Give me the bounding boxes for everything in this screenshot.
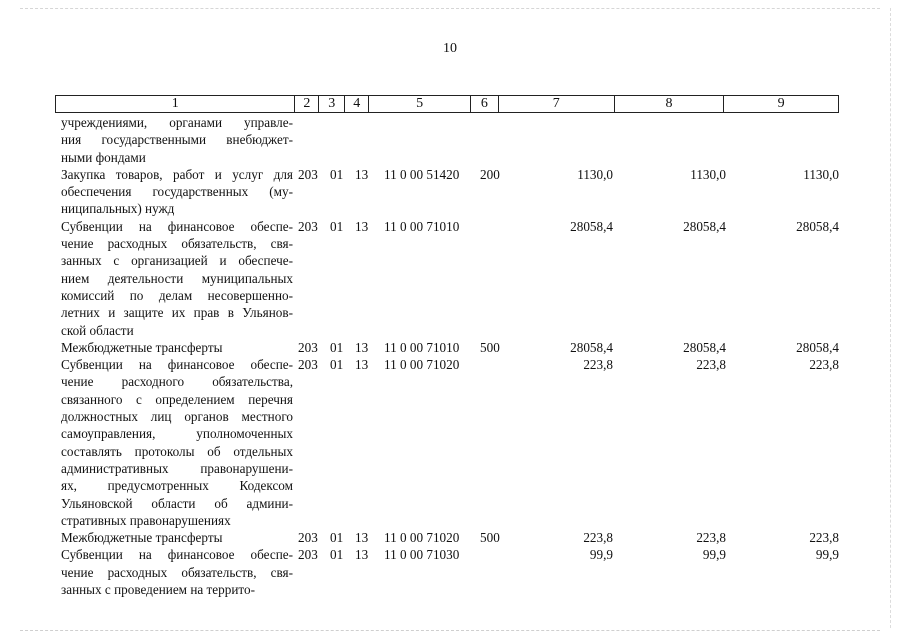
cell-amount-3: 223,8 (809, 530, 839, 546)
description-line: Ульяновской области об админи- (61, 495, 293, 511)
description-line: должностных лиц органов местного (61, 409, 293, 425)
row-description (61, 166, 293, 218)
description-line: Субвенции на финансовое обеспе- (61, 547, 293, 563)
cell-section: 01 (330, 339, 344, 355)
table-row (0, 546, 905, 598)
cell-amount-2: 1130,0 (690, 166, 726, 182)
table-row (0, 166, 905, 218)
cell-section: 01 (330, 547, 344, 563)
cell-amount-1: 223,8 (583, 530, 613, 546)
description-line: ях, предусмотренных Кодексом (61, 478, 293, 494)
row-description (61, 114, 293, 166)
table-row (0, 529, 905, 546)
header-col-4: 4 (345, 96, 369, 112)
cell-subsection: 13 (355, 530, 369, 546)
cell-amount-2: 223,8 (696, 357, 726, 373)
cell-amount-3: 223,8 (809, 357, 839, 373)
cell-grbs: 203 (298, 339, 318, 355)
description-line: стративных правонарушениях (61, 512, 231, 528)
cell-expense-type: 500 (480, 339, 500, 355)
cell-subsection: 13 (355, 339, 369, 355)
cell-amount-3: 28058,4 (796, 218, 839, 234)
cell-amount-1: 223,8 (583, 357, 613, 373)
cell-amount-1: 1130,0 (577, 166, 613, 182)
description-line: нием деятельности муниципальных (61, 270, 293, 286)
scan-edge-bottom (20, 630, 880, 631)
cell-amount-2: 99,9 (702, 547, 726, 563)
description-line: летних и защите их прав в Ульянов- (61, 305, 293, 321)
description-line: Субвенции на финансовое обеспе- (61, 218, 293, 234)
description-line: ниципальных) нужд (61, 201, 175, 217)
row-description (61, 356, 293, 529)
description-line: Закупка товаров, работ и услуг для (61, 166, 293, 182)
cell-grbs: 203 (298, 530, 318, 546)
cell-grbs: 203 (298, 357, 318, 373)
cell-grbs: 203 (298, 547, 318, 563)
header-col-8: 8 (615, 96, 725, 112)
description-line: учреждениями, органами управле- (61, 115, 293, 130)
cell-section: 01 (330, 357, 344, 373)
cell-grbs: 203 (298, 218, 318, 234)
cell-amount-1: 28058,4 (570, 218, 613, 234)
table-body (0, 114, 905, 598)
row-description (61, 339, 293, 356)
cell-expense-type: 500 (480, 530, 500, 546)
cell-amount-1: 28058,4 (570, 339, 613, 355)
description-line: занных с организацией и обеспече- (61, 253, 293, 269)
table-row (0, 218, 905, 339)
description-line: административных правонарушени- (61, 460, 293, 476)
cell-grbs: 203 (298, 166, 318, 182)
cell-section: 01 (330, 166, 344, 182)
description-line: составлять протоколы об отдельных (61, 443, 293, 459)
header-col-5: 5 (369, 96, 471, 112)
cell-subsection: 13 (355, 218, 369, 234)
table-header (55, 95, 839, 113)
row-description (61, 218, 293, 339)
description-line: занных с проведением на террито- (61, 582, 255, 598)
cell-amount-2: 223,8 (696, 530, 726, 546)
cell-amount-2: 28058,4 (683, 218, 726, 234)
cell-target-article: 11 0 00 71010 (384, 339, 460, 355)
table-row (0, 356, 905, 529)
table-row (0, 114, 905, 166)
description-line: чение расходного обязательства, (61, 374, 293, 390)
description-line: Межбюджетные трансферты (61, 339, 223, 355)
description-line: Субвенции на финансовое обеспе- (61, 357, 293, 373)
header-col-9: 9 (777, 96, 785, 111)
description-line: ными фондами (61, 149, 146, 165)
header-col-2: 2 (295, 96, 319, 112)
cell-target-article: 11 0 00 71030 (384, 547, 460, 563)
row-description (61, 529, 293, 546)
cell-amount-2: 28058,4 (683, 339, 726, 355)
header-col-1: 1 (56, 96, 295, 112)
cell-subsection: 13 (355, 547, 369, 563)
cell-subsection: 13 (355, 166, 369, 182)
page-number: 10 (443, 41, 457, 56)
description-line: ской области (61, 322, 134, 338)
cell-amount-3: 99,9 (815, 547, 839, 563)
scan-edge-top (20, 8, 880, 9)
description-line: комиссий по делам несовершенно- (61, 287, 293, 303)
cell-target-article: 11 0 00 71010 (384, 218, 460, 234)
cell-target-article: 11 0 00 51420 (384, 166, 460, 182)
row-description (61, 546, 293, 598)
header-col-3: 3 (319, 96, 345, 112)
description-line: связанного с определением перечня (61, 391, 293, 407)
cell-section: 01 (330, 218, 344, 234)
description-line: ния государственными внебюджет- (61, 132, 293, 148)
description-line: Межбюджетные трансферты (61, 530, 223, 546)
description-line: чение расходных обязательств, свя- (61, 236, 293, 252)
description-line: чение расходных обязательств, свя- (61, 564, 293, 580)
cell-target-article: 11 0 00 71020 (384, 530, 460, 546)
table-row (0, 339, 905, 356)
cell-section: 01 (330, 530, 344, 546)
description-line: самоуправления, уполномоченных (61, 426, 293, 442)
cell-expense-type: 200 (480, 166, 500, 182)
description-line: обеспечения государственных (му- (61, 184, 293, 200)
header-col-6: 6 (471, 96, 499, 112)
cell-amount-3: 1130,0 (803, 166, 839, 182)
header-col-7: 7 (499, 96, 615, 112)
cell-amount-3: 28058,4 (796, 339, 839, 355)
cell-amount-1: 99,9 (589, 547, 613, 563)
cell-subsection: 13 (355, 357, 369, 373)
cell-target-article: 11 0 00 71020 (384, 357, 460, 373)
